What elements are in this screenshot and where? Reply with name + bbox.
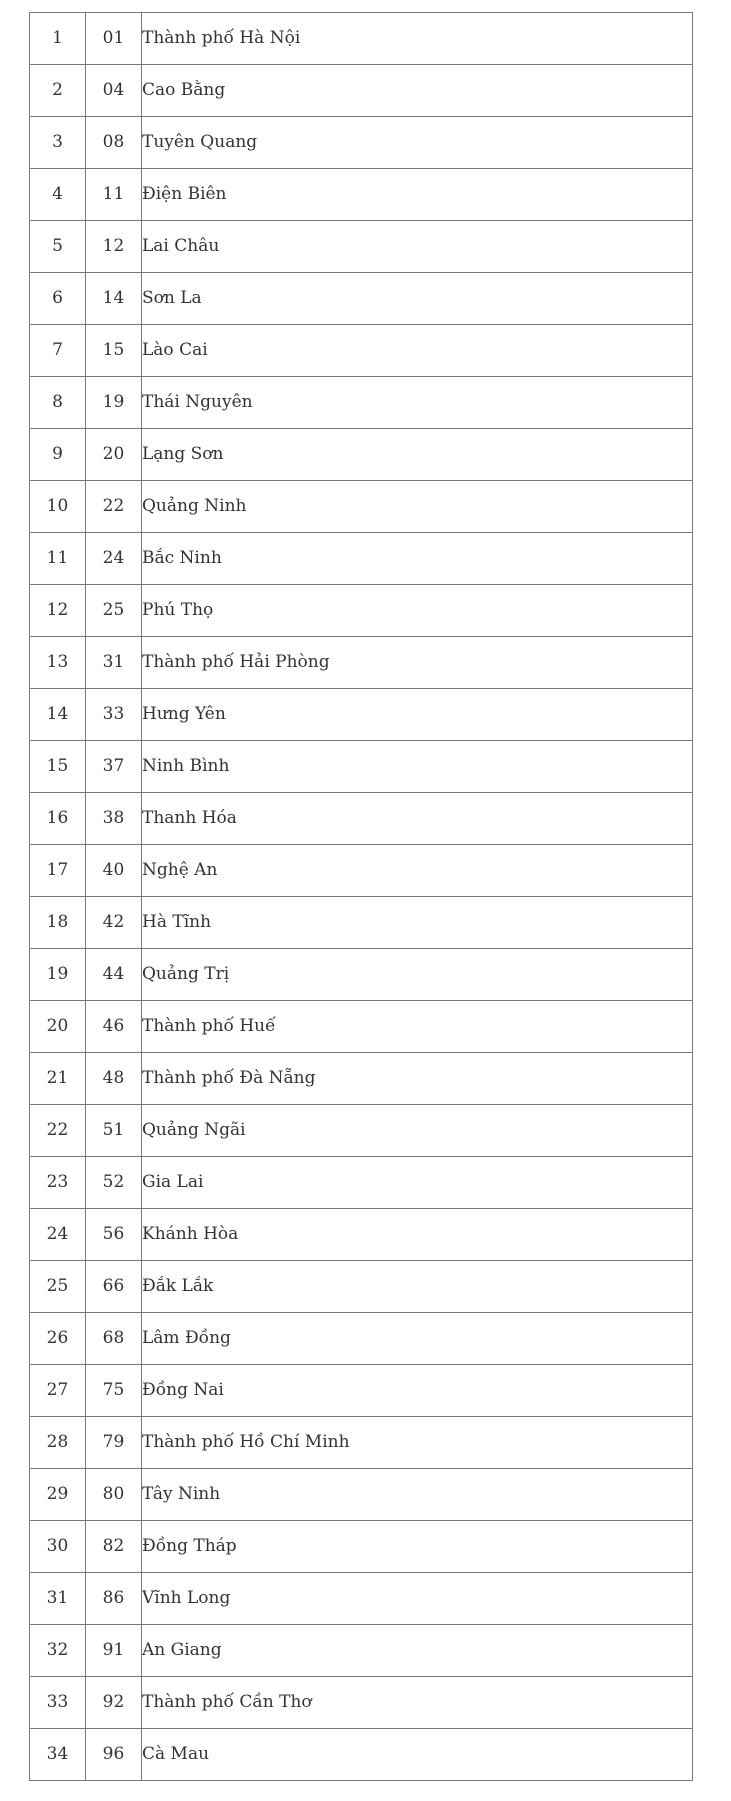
province-code-cell: 08 <box>86 117 142 169</box>
row-number-cell: 21 <box>30 1053 86 1105</box>
row-number-cell: 17 <box>30 845 86 897</box>
row-number-cell: 33 <box>30 1677 86 1729</box>
row-number-cell: 23 <box>30 1157 86 1209</box>
table-row <box>30 65 693 117</box>
province-name-cell: Hà Tĩnh <box>142 897 693 949</box>
province-name-cell: Thành phố Huế <box>142 1001 693 1053</box>
row-number-cell: 32 <box>30 1625 86 1677</box>
row-number-cell: 2 <box>30 65 86 117</box>
province-code-cell: 86 <box>86 1573 142 1625</box>
province-name-cell: Phú Thọ <box>142 585 693 637</box>
row-number-cell: 26 <box>30 1313 86 1365</box>
province-name-cell: Gia Lai <box>142 1157 693 1209</box>
province-code-cell: 82 <box>86 1521 142 1573</box>
province-name-cell: Khánh Hòa <box>142 1209 693 1261</box>
province-name-cell: Hưng Yên <box>142 689 693 741</box>
province-code-cell: 40 <box>86 845 142 897</box>
province-name-cell: Lào Cai <box>142 325 693 377</box>
table-row <box>30 377 693 429</box>
province-name-cell: Lâm Đồng <box>142 1313 693 1365</box>
table-row <box>30 1313 693 1365</box>
province-name-cell: Ninh Bình <box>142 741 693 793</box>
row-number-cell: 18 <box>30 897 86 949</box>
row-number-cell: 3 <box>30 117 86 169</box>
province-name-cell: Quảng Ngãi <box>142 1105 693 1157</box>
province-code-cell: 66 <box>86 1261 142 1313</box>
province-code-cell: 56 <box>86 1209 142 1261</box>
row-number-cell: 10 <box>30 481 86 533</box>
province-name-cell: Lai Châu <box>142 221 693 273</box>
province-name-cell: Quảng Trị <box>142 949 693 1001</box>
table-row <box>30 1365 693 1417</box>
province-code-cell: 44 <box>86 949 142 1001</box>
province-name-cell: Tây Ninh <box>142 1469 693 1521</box>
province-code-cell: 12 <box>86 221 142 273</box>
province-code-cell: 79 <box>86 1417 142 1469</box>
table-row <box>30 169 693 221</box>
province-name-cell: Đồng Tháp <box>142 1521 693 1573</box>
province-name-cell: Thành phố Hà Nội <box>142 13 693 65</box>
province-name-cell: Vĩnh Long <box>142 1573 693 1625</box>
row-number-cell: 15 <box>30 741 86 793</box>
table-row <box>30 1417 693 1469</box>
province-name-cell: Sơn La <box>142 273 693 325</box>
row-number-cell: 7 <box>30 325 86 377</box>
province-name-cell: Cao Bằng <box>142 65 693 117</box>
province-code-cell: 24 <box>86 533 142 585</box>
province-name-cell: Quảng Ninh <box>142 481 693 533</box>
province-name-cell: Đồng Nai <box>142 1365 693 1417</box>
table-body <box>30 13 693 1781</box>
province-name-cell: Nghệ An <box>142 845 693 897</box>
province-code-cell: 37 <box>86 741 142 793</box>
table-row <box>30 221 693 273</box>
row-number-cell: 28 <box>30 1417 86 1469</box>
row-number-cell: 34 <box>30 1729 86 1781</box>
row-number-cell: 29 <box>30 1469 86 1521</box>
province-name-cell: Lạng Sơn <box>142 429 693 481</box>
province-code-cell: 38 <box>86 793 142 845</box>
table-row <box>30 689 693 741</box>
row-number-cell: 14 <box>30 689 86 741</box>
table-row <box>30 793 693 845</box>
row-number-cell: 22 <box>30 1105 86 1157</box>
table-row <box>30 117 693 169</box>
province-code-cell: 51 <box>86 1105 142 1157</box>
province-name-cell: Thành phố Hồ Chí Minh <box>142 1417 693 1469</box>
province-code-cell: 14 <box>86 273 142 325</box>
table-row <box>30 1625 693 1677</box>
province-name-cell: An Giang <box>142 1625 693 1677</box>
table-row <box>30 1677 693 1729</box>
province-code-cell: 31 <box>86 637 142 689</box>
province-code-cell: 20 <box>86 429 142 481</box>
province-name-cell: Điện Biên <box>142 169 693 221</box>
province-code-cell: 11 <box>86 169 142 221</box>
province-name-cell: Bắc Ninh <box>142 533 693 585</box>
table-row <box>30 1001 693 1053</box>
row-number-cell: 30 <box>30 1521 86 1573</box>
table-row <box>30 325 693 377</box>
province-code-cell: 22 <box>86 481 142 533</box>
row-number-cell: 20 <box>30 1001 86 1053</box>
table-row <box>30 1729 693 1781</box>
province-code-cell: 04 <box>86 65 142 117</box>
row-number-cell: 31 <box>30 1573 86 1625</box>
province-code-cell: 52 <box>86 1157 142 1209</box>
row-number-cell: 6 <box>30 273 86 325</box>
row-number-cell: 16 <box>30 793 86 845</box>
province-name-cell: Thành phố Đà Nẵng <box>142 1053 693 1105</box>
table-row <box>30 845 693 897</box>
table-row <box>30 1521 693 1573</box>
table-row <box>30 585 693 637</box>
province-name-cell: Thanh Hóa <box>142 793 693 845</box>
table-row <box>30 429 693 481</box>
province-code-cell: 91 <box>86 1625 142 1677</box>
province-name-cell: Thành phố Cần Thơ <box>142 1677 693 1729</box>
province-name-cell: Tuyên Quang <box>142 117 693 169</box>
table-row <box>30 533 693 585</box>
row-number-cell: 8 <box>30 377 86 429</box>
province-name-cell: Cà Mau <box>142 1729 693 1781</box>
row-number-cell: 19 <box>30 949 86 1001</box>
province-code-cell: 15 <box>86 325 142 377</box>
row-number-cell: 4 <box>30 169 86 221</box>
province-code-cell: 75 <box>86 1365 142 1417</box>
row-number-cell: 5 <box>30 221 86 273</box>
table-row <box>30 1053 693 1105</box>
province-name-cell: Thành phố Hải Phòng <box>142 637 693 689</box>
table-row <box>30 1469 693 1521</box>
row-number-cell: 9 <box>30 429 86 481</box>
province-code-cell: 80 <box>86 1469 142 1521</box>
row-number-cell: 12 <box>30 585 86 637</box>
table-row <box>30 637 693 689</box>
province-code-cell: 96 <box>86 1729 142 1781</box>
province-code-cell: 46 <box>86 1001 142 1053</box>
table-row <box>30 949 693 1001</box>
table-row <box>30 13 693 65</box>
table-row <box>30 273 693 325</box>
table-row <box>30 1157 693 1209</box>
province-name-cell: Đắk Lắk <box>142 1261 693 1313</box>
table-row <box>30 1209 693 1261</box>
province-code-cell: 42 <box>86 897 142 949</box>
table-row <box>30 1105 693 1157</box>
province-code-cell: 92 <box>86 1677 142 1729</box>
row-number-cell: 1 <box>30 13 86 65</box>
table-row <box>30 897 693 949</box>
province-code-cell: 01 <box>86 13 142 65</box>
table-row <box>30 481 693 533</box>
province-code-cell: 68 <box>86 1313 142 1365</box>
province-name-cell: Thái Nguyên <box>142 377 693 429</box>
province-code-table <box>29 12 693 1781</box>
province-code-cell: 48 <box>86 1053 142 1105</box>
province-code-cell: 25 <box>86 585 142 637</box>
row-number-cell: 27 <box>30 1365 86 1417</box>
row-number-cell: 13 <box>30 637 86 689</box>
row-number-cell: 25 <box>30 1261 86 1313</box>
row-number-cell: 11 <box>30 533 86 585</box>
row-number-cell: 24 <box>30 1209 86 1261</box>
table-row <box>30 1573 693 1625</box>
province-code-cell: 33 <box>86 689 142 741</box>
province-code-cell: 19 <box>86 377 142 429</box>
table-row <box>30 741 693 793</box>
table-row <box>30 1261 693 1313</box>
